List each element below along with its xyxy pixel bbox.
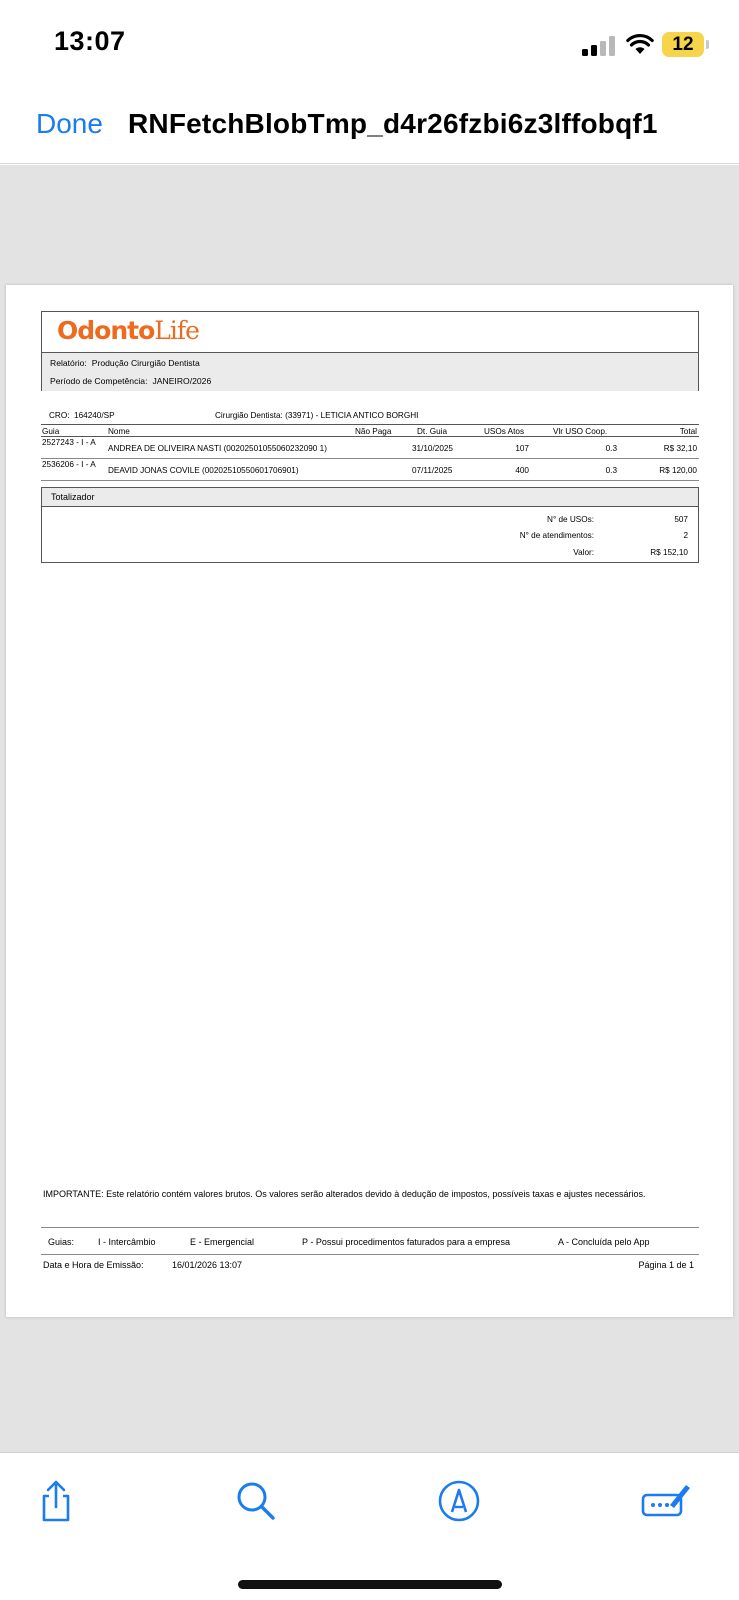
dentista-line: Cirurgião Dentista: (33971) - LETICIA ANTICO BORGHI — [215, 411, 419, 420]
status-bar — [0, 0, 739, 92]
row-total: R$ 32,10 — [663, 444, 697, 453]
relatorio-line: Relatório: Produção Cirurgião Dentista — [50, 358, 200, 368]
document-viewer[interactable] — [0, 165, 739, 1452]
atendimentos-value: 2 — [683, 531, 688, 540]
col-nome: Nome — [108, 427, 130, 436]
report-info — [42, 352, 698, 391]
row-nome: DEAVID JONAS COVILE (00202510550601706901) — [108, 466, 299, 475]
col-total: Total — [679, 427, 697, 436]
bottom-toolbar — [0, 1452, 739, 1600]
row-guia: 2536206 - I - A — [42, 460, 96, 469]
legend-label: Guias: — [48, 1237, 75, 1247]
pdf-page — [6, 285, 733, 1317]
periodo-line: Período de Competência: JANEIRO/2026 — [50, 376, 212, 386]
valor-value: R$ 152,10 — [650, 548, 688, 557]
row-usos: 107 — [515, 444, 529, 453]
emissao-value: 16/01/2026 13:07 — [172, 1260, 243, 1270]
battery-icon: 12 — [662, 32, 704, 57]
production-table — [41, 424, 699, 481]
row-usos: 400 — [515, 466, 529, 475]
file-title: RNFetchBlobTmp_d4r26fzbi6z3lffobqf1 — [128, 108, 658, 139]
table-header — [41, 424, 699, 437]
table-row — [41, 437, 699, 459]
totalizador-title: Totalizador — [42, 488, 698, 507]
col-vlr-uso: Vlr USO Coop. — [553, 427, 608, 436]
cellular-signal-icon — [582, 36, 616, 56]
emissao-label: Data e Hora de Emissão: — [43, 1260, 144, 1270]
row-dt-guia: 31/10/2025 — [412, 444, 453, 453]
nav-bar — [0, 92, 739, 164]
usos-value: 507 — [674, 515, 688, 524]
legend-e: E - Emergencial — [190, 1237, 255, 1247]
legend-p: P - Possui procedimentos faturados para a empresa — [302, 1237, 510, 1247]
row-vlr: 0.3 — [605, 444, 617, 453]
legend-a: A - Concluída pelo App — [558, 1237, 650, 1247]
share-icon[interactable] — [34, 1479, 78, 1523]
row-dt-guia: 07/11/2025 — [412, 466, 453, 475]
col-guia: Guia — [42, 427, 60, 436]
wifi-icon — [626, 33, 654, 55]
legend-i: I - Intercâmbio — [98, 1237, 156, 1247]
usos-label: N° de USOs: — [547, 515, 594, 524]
row-guia: 2527243 - I - A — [42, 438, 96, 447]
atendimentos-label: N° de atendimentos: — [519, 531, 594, 540]
col-nao-paga: Não Paga — [355, 427, 392, 436]
table-row — [41, 459, 699, 481]
valor-label: Valor: — [573, 548, 594, 557]
guias-legend — [41, 1227, 699, 1255]
row-total: R$ 120,00 — [659, 466, 697, 475]
status-time: 13:07 — [54, 26, 126, 56]
report-header — [41, 311, 699, 391]
done-button[interactable]: Done — [36, 108, 103, 139]
search-icon[interactable] — [234, 1479, 278, 1523]
important-note: IMPORTANTE: Este relatório contém valores brutos. Os valores serão alterados devido à dedução de impostos, possíveis taxas e ajustes necessários. — [43, 1189, 646, 1199]
fill-sign-icon[interactable] — [640, 1479, 692, 1523]
markup-icon[interactable] — [437, 1479, 481, 1523]
totalizador-box — [41, 487, 699, 563]
row-vlr: 0.3 — [605, 466, 617, 475]
col-dt-guia: Dt. Guia — [417, 427, 448, 436]
row-nome: ANDREA DE OLIVEIRA NASTI (00202501055060232090 1) — [108, 444, 327, 453]
cro-line: CRO: 164240/SP — [49, 411, 115, 420]
battery-tip — [706, 40, 709, 49]
home-indicator — [238, 1580, 502, 1589]
col-usos-atos: USOs Atos — [484, 427, 525, 436]
page-number: Página 1 de 1 — [638, 1260, 694, 1270]
odontolife-logo: OdontoLife — [57, 316, 199, 345]
